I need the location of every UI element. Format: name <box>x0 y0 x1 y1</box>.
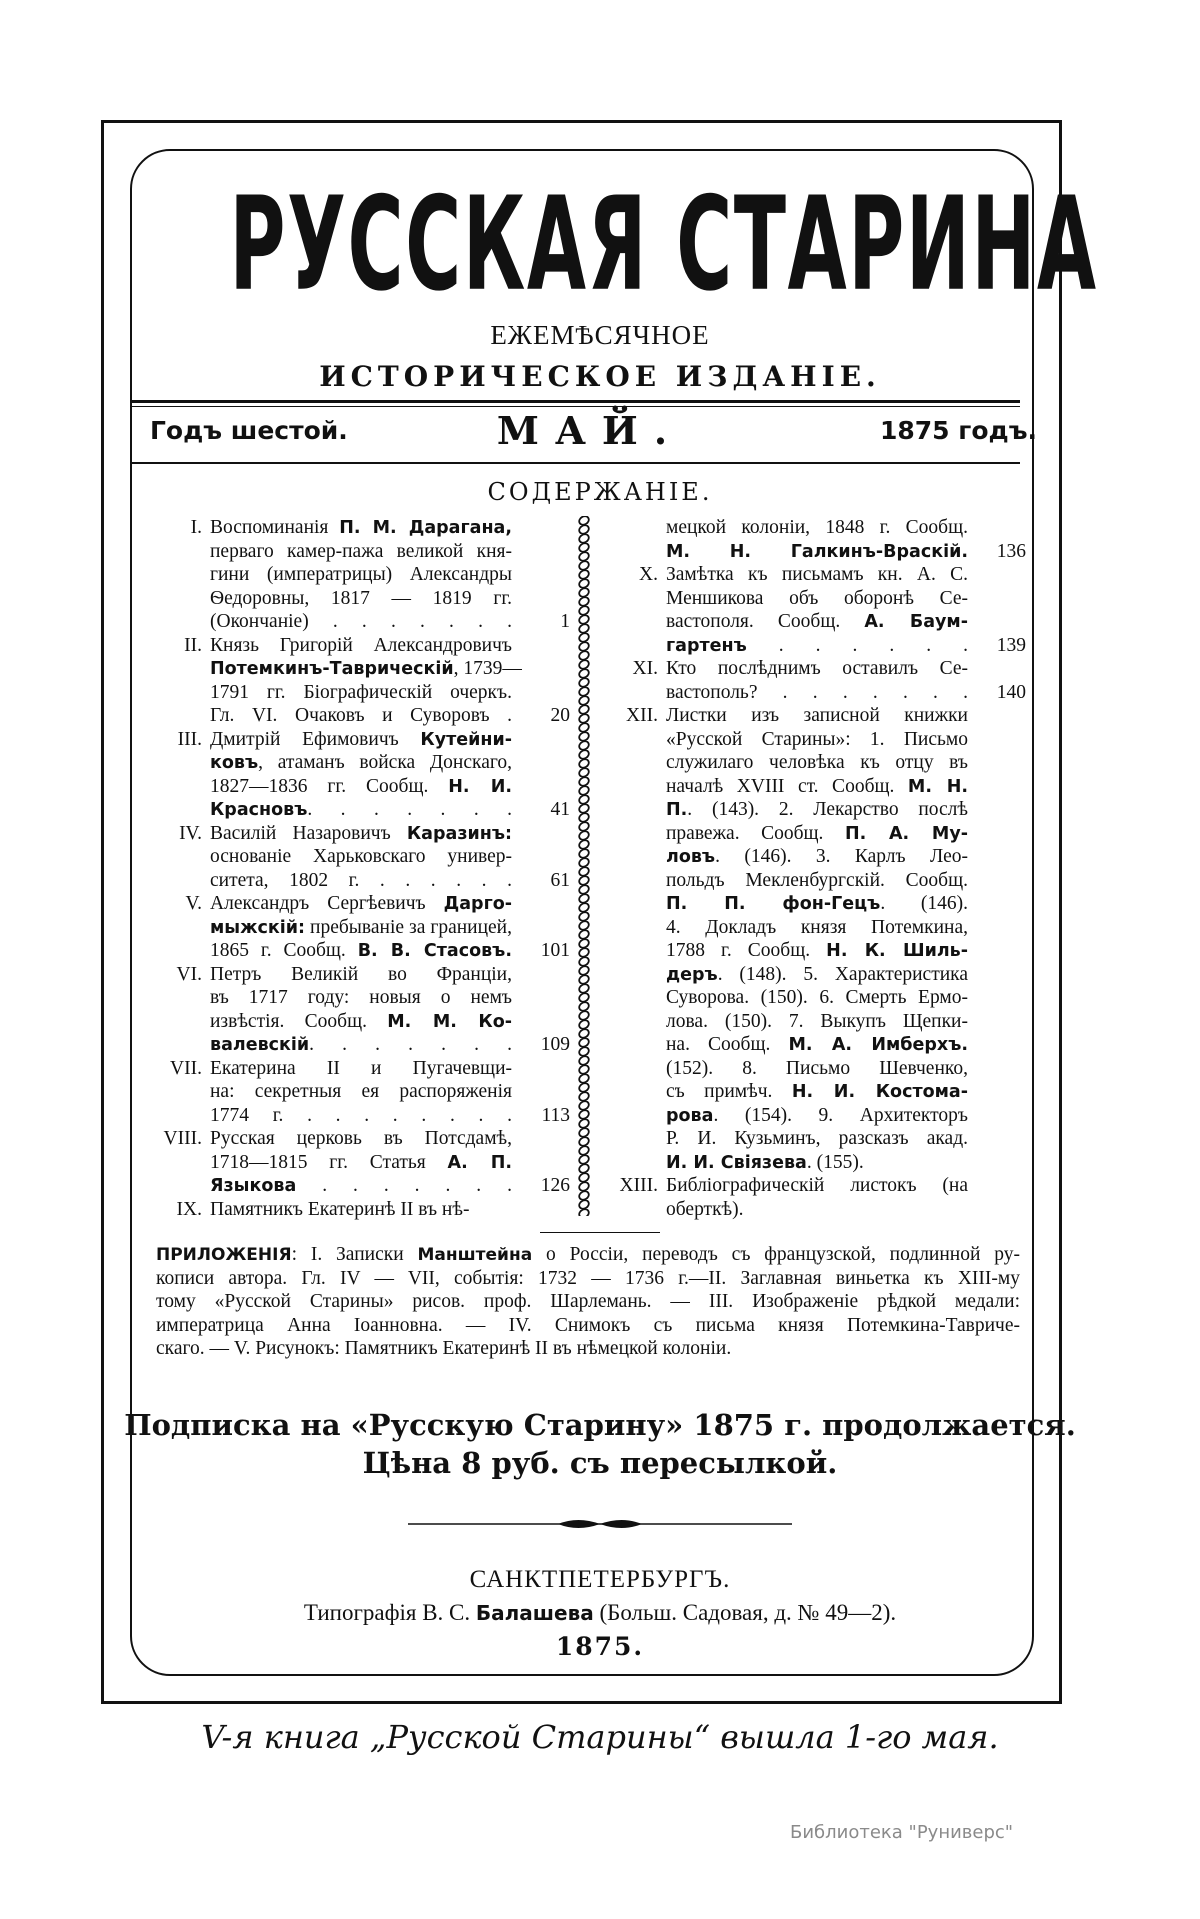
line-text: Петръ Великій во Франціи, <box>210 963 512 985</box>
author-name: Красновъ <box>210 800 308 820</box>
toc-line <box>666 728 968 752</box>
toc-line <box>666 939 968 963</box>
toc-line <box>666 1057 968 1081</box>
appendix-paragraph <box>156 1243 1020 1361</box>
line-text: о Россіи, переводъ съ французской, подлинной ру- <box>532 1244 1020 1265</box>
line-text: оберткѣ). <box>666 1198 744 1220</box>
handwritten-note: V-я книга „Русской Старины“ вышла 1-го мая. <box>201 1718 999 1756</box>
toc-line <box>210 869 512 893</box>
line-text: началѣ XVIII ст. Сообщ. <box>666 775 908 797</box>
toc-line <box>666 540 968 564</box>
author-name: Языкова <box>210 1176 297 1196</box>
toc-item-numeral: II. <box>184 634 202 656</box>
toc-item-numeral: VIII. <box>163 1128 202 1149</box>
toc-line <box>666 916 968 940</box>
toc-line <box>666 1151 968 1175</box>
toc-page-number: 41 <box>550 799 570 820</box>
toc-line <box>210 892 512 916</box>
line-text: Василій Назаровичъ <box>210 822 407 844</box>
author-name: А. П. <box>447 1152 513 1173</box>
toc-item <box>632 657 1026 704</box>
double-rule-bottom <box>130 406 1020 407</box>
toc-line <box>210 986 512 1010</box>
toc-line <box>666 986 968 1010</box>
line-text: «Русской Старины»: 1. Письмо <box>666 728 968 750</box>
month-label: МАЙ. <box>496 408 684 453</box>
line-text: Суворова. (150). 6. Смерть Ермо- <box>666 987 968 1008</box>
toc-item-numeral: XI. <box>632 658 658 679</box>
toc-item <box>190 516 570 634</box>
subtitle-historical: ИСТОРИЧЕСКОЕ ИЗДАНІЕ. <box>319 360 881 393</box>
author-name: мыжскій: <box>210 917 306 938</box>
toc-line <box>666 1198 968 1222</box>
toc-line <box>210 728 512 752</box>
line-text: 1865 г. Сообщ. <box>210 940 358 961</box>
toc-line <box>666 657 968 681</box>
toc-line <box>210 587 512 611</box>
line-text: лова. (150). 7. Выкупъ Щепки- <box>666 1010 968 1032</box>
toc-line <box>666 516 968 540</box>
line-text: , 1739— <box>453 658 522 679</box>
author-name: М. А. Имберхъ. <box>788 1035 968 1055</box>
toc-line <box>210 1127 512 1151</box>
author-name: П. М. Дарагана, <box>339 518 512 538</box>
toc-line <box>156 1290 1020 1314</box>
author-name: Потемкинъ-Таврическій <box>210 659 454 679</box>
toc-item-numeral: IX. <box>176 1198 202 1220</box>
toc-line <box>666 775 968 799</box>
toc-item <box>170 1057 570 1128</box>
toc-item <box>666 516 1026 563</box>
line-text: ситета, 1802 г. . . . . . . <box>210 869 512 891</box>
toc-line <box>210 1057 512 1081</box>
toc-title: СОДЕРЖАНІЕ. <box>487 478 713 506</box>
line-text: кописи автора. Гл. IV — VII, событія: 1732 — 1736 г.—II. Заглавная виньетка къ XIII-му <box>156 1267 1020 1289</box>
toc-line <box>666 798 968 822</box>
author-name: М. М. Ко- <box>387 1011 512 1032</box>
press-prefix: Типографія В. С. <box>303 1600 476 1625</box>
toc-item <box>184 634 570 728</box>
subtitle-monthly: ЕЖЕМѢСЯЧНОЕ <box>490 320 710 350</box>
line-text: Листки изъ записной книжки <box>666 705 968 726</box>
toc-line <box>156 1243 1020 1267</box>
line-text: . (146). <box>880 893 968 914</box>
line-text: вастополя. Сообщ. <box>666 611 865 632</box>
toc-page-number: 139 <box>996 634 1026 656</box>
line-text: 1774 г. . . . . . . . . <box>210 1104 512 1126</box>
author-name: Дарго- <box>443 894 512 914</box>
toc-line <box>210 916 512 940</box>
toc-line <box>666 1080 968 1104</box>
author-name: Н. И. <box>448 776 512 797</box>
toc-line <box>156 1267 1020 1291</box>
line-text: Кто послѣднимъ оставилъ Се- <box>666 658 968 679</box>
ornamental-rule <box>408 1516 792 1532</box>
line-text: съ примѣч. <box>666 1081 792 1102</box>
toc-line <box>210 775 512 799</box>
author-name: И. И. Свіязева <box>666 1152 807 1173</box>
toc-line <box>666 963 968 987</box>
toc-line <box>210 634 512 658</box>
line-text: . . . . . . <box>746 634 968 656</box>
line-text: Меншикова объ оборонѣ Се- <box>666 587 968 609</box>
toc-line <box>210 798 512 822</box>
toc-line <box>666 610 968 634</box>
line-text: Воспоминанія <box>210 517 340 538</box>
toc-line <box>666 1174 968 1198</box>
line-text: пребываніе за границей, <box>305 916 512 938</box>
toc-line <box>210 845 512 869</box>
line-text: . (148). 5. Характеристика <box>717 963 968 985</box>
line-text: Дмитрій Ефимовичъ <box>210 728 421 750</box>
author-name: П. П. фон-Гецъ <box>666 894 881 914</box>
toc-line <box>210 939 512 963</box>
toc-item <box>176 963 570 1057</box>
line-text: Гл. VI. Очаковъ и Суворовъ . <box>210 705 512 726</box>
toc-line <box>210 563 512 587</box>
toc-line <box>666 634 968 658</box>
toc-page-number: 140 <box>996 681 1026 703</box>
year: 1875 годъ. <box>880 416 1037 445</box>
toc-line <box>666 704 968 728</box>
line-text: служилаго человѣка къ отцу въ <box>666 752 968 773</box>
toc-page-number: 101 <box>540 940 570 961</box>
chain-divider-ornament <box>577 516 591 1216</box>
toc-line <box>210 963 512 987</box>
author-name: Н. К. Шиль- <box>826 941 968 961</box>
toc-item <box>177 728 570 822</box>
toc-line <box>210 704 512 728</box>
toc-item-numeral: XII. <box>626 705 658 726</box>
toc-line <box>666 751 968 775</box>
author-name: гартенъ <box>666 635 747 656</box>
line-text: . (155). <box>806 1151 864 1173</box>
author-name: А. Баум- <box>864 612 968 632</box>
author-name: Н. И. Костома- <box>791 1082 968 1102</box>
toc-line <box>156 1314 1020 1338</box>
line-text: . (143). 2. Лекарство послѣ <box>687 799 968 820</box>
toc-page-number: 109 <box>540 1034 570 1055</box>
toc-right-column <box>619 516 1026 1221</box>
toc-line <box>210 1033 512 1057</box>
toc-line <box>666 822 968 846</box>
line-text: . . . . . . . <box>309 1034 512 1055</box>
line-text: (152). 8. Письмо Шевченко, <box>666 1057 968 1079</box>
toc-line <box>210 1080 512 1104</box>
toc-line <box>666 587 968 611</box>
toc-line <box>210 1010 512 1034</box>
line-text: тому «Русской Старины» рисов. проф. Шарлемань. — III. Изображеніе рѣдкой медали: <box>156 1291 1020 1312</box>
line-text: извѣстія. Сообщ. <box>210 1010 388 1032</box>
line-text: . . . . . . . <box>296 1175 512 1196</box>
toc-item <box>185 892 570 963</box>
toc-line <box>666 869 968 893</box>
toc-line <box>210 822 512 846</box>
line-text: 1827—1836 гг. Сообщ. <box>210 775 449 797</box>
line-text: Ѳедоровны, 1817 — 1819 гг. <box>210 587 512 609</box>
short-rule <box>540 1232 660 1233</box>
toc-line <box>666 1127 968 1151</box>
line-text: перваго камер-пажа великой кня- <box>210 540 512 562</box>
toc-line <box>210 516 512 540</box>
line-text: 1718—1815 гг. Статья <box>210 1151 448 1173</box>
line-text: въ 1717 году: новыя о немъ <box>210 987 512 1008</box>
line-text: основаніе Харьковскаго универ- <box>210 846 512 867</box>
author-name: В. В. Стасовъ. <box>357 941 512 961</box>
author-name: Манштейна <box>417 1245 533 1265</box>
line-text: правежа. Сообщ. <box>666 822 845 844</box>
toc-item <box>179 822 570 893</box>
toc-item-numeral: VI. <box>176 963 202 985</box>
toc-line <box>666 681 968 705</box>
author-name: Каразинъ: <box>406 823 512 844</box>
toc-item-numeral: V. <box>185 893 202 914</box>
price-notice: Цѣна 8 руб. съ пересылкой. <box>362 1446 838 1480</box>
press-address: (Больш. Садовая, д. № 49—2). <box>593 1600 897 1625</box>
toc-page-number: 1 <box>560 611 570 632</box>
toc-item <box>163 1127 570 1198</box>
toc-page-number: 136 <box>996 540 1026 562</box>
author-name: М. Н. <box>907 776 969 797</box>
author-name: валевскій <box>210 1035 310 1055</box>
line-text: императрица Анна Іоанновна. — IV. Снимокъ съ письма князя Потемкина-Тавриче- <box>156 1314 1020 1336</box>
toc-item-numeral: IV. <box>179 822 202 844</box>
toc-line <box>210 610 512 634</box>
line-text: : I. Записки <box>291 1244 418 1265</box>
toc-page-number: 61 <box>550 869 570 891</box>
author-name: М. Н. Галкинъ-Враскій. <box>666 541 968 562</box>
line-text: вастополь? . . . . . . . <box>666 681 968 703</box>
double-rule-top <box>130 400 1020 403</box>
toc-line <box>156 1337 1020 1361</box>
line-text: мецкой колоніи, 1848 г. Сообщ. <box>666 517 968 538</box>
line-text: , атаманъ войска Донскаго, <box>258 752 512 773</box>
toc-item-numeral: III. <box>177 728 202 750</box>
line-text: Р. И. Кузьминъ, разсказъ акад. <box>666 1128 968 1149</box>
author-name: ПРИЛОЖЕНІЯ <box>156 1245 292 1265</box>
line-text: 4. Докладъ князя Потемкина, <box>666 916 968 938</box>
toc-page-number: 113 <box>541 1104 570 1126</box>
line-text: Памятникъ Екатеринѣ II въ нѣ- <box>210 1198 470 1220</box>
author-name: ковъ <box>210 753 259 773</box>
toc-left-column <box>163 516 570 1221</box>
toc-line <box>210 1151 512 1175</box>
toc-line <box>666 845 968 869</box>
press-name: Балашева <box>475 1601 594 1625</box>
author-name: П. <box>666 800 688 820</box>
toc-item <box>619 1174 968 1221</box>
line-text: Екатерина II и Пугачевщи- <box>210 1057 512 1079</box>
toc-item-numeral: I. <box>190 517 202 538</box>
line-text: Князь Григорій Александровичъ <box>210 634 512 656</box>
line-text: . (146). 3. Карлъ Лео- <box>715 846 968 867</box>
author-name: Кутейни- <box>420 729 512 750</box>
line-text: 1791 гг. Біографическій очеркъ. <box>210 681 512 703</box>
subscription-notice: Подписка на «Русскую Старину» 1875 г. продолжается. <box>124 1408 1076 1442</box>
line-text: скаго. — V. Рисунокъ: Памятникъ Екатеринѣ II въ нѣмецкой колоніи. <box>156 1338 732 1359</box>
toc-line <box>666 563 968 587</box>
toc-line <box>666 1033 968 1057</box>
toc-item-numeral: X. <box>639 564 658 585</box>
journal-title: РУССКАЯ СТАРИНА <box>229 170 1098 321</box>
line-text: на: секретныя ея распоряженія <box>210 1081 512 1102</box>
year-of-issue: Годъ шестой. <box>150 416 348 445</box>
author-name: рова <box>666 1105 714 1126</box>
line-text: на. Сообщ. <box>666 1034 789 1055</box>
toc-line <box>210 681 512 705</box>
imprint-press <box>0 1600 1200 1626</box>
line-text: Замѣтка къ письмамъ кн. А. С. <box>666 564 968 585</box>
toc-line <box>210 1198 512 1222</box>
line-text: . (154). 9. Архитекторъ <box>713 1104 968 1126</box>
toc-line <box>666 1104 968 1128</box>
toc-line <box>210 657 522 681</box>
toc-page-number: 126 <box>540 1175 570 1196</box>
line-text: 1788 г. Сообщ. <box>666 940 827 961</box>
author-name: ловъ <box>666 847 716 867</box>
toc-item <box>626 704 969 1174</box>
line-text: (Окончаніе) . . . . . . . <box>210 611 512 632</box>
toc-page-number: 20 <box>550 705 570 726</box>
toc-line <box>210 540 512 564</box>
library-watermark: Библиотека "Руниверс" <box>790 1822 1014 1843</box>
imprint-year: 1875. <box>555 1632 645 1661</box>
line-text: польдъ Мекленбургскій. Сообщ. <box>666 869 968 891</box>
toc-line <box>210 1104 512 1128</box>
author-name: деръ <box>666 964 718 985</box>
toc-line <box>210 1174 512 1198</box>
toc-item <box>639 563 1026 657</box>
toc-item <box>176 1198 512 1222</box>
author-name: П. А. Му- <box>844 823 968 844</box>
line-text: Библіографическій листокъ (на <box>666 1175 968 1196</box>
toc-item-numeral: VII. <box>170 1057 202 1079</box>
line-text: Александръ Сергѣевичъ <box>210 893 444 914</box>
toc-item-numeral: XIII. <box>619 1175 658 1196</box>
rule-under-month <box>130 462 1020 464</box>
toc-line <box>210 751 512 775</box>
line-text: . . . . . . . <box>307 799 512 820</box>
toc-line <box>666 892 968 916</box>
line-text: гини (императрицы) Александры <box>210 564 512 585</box>
toc-line <box>666 1010 968 1034</box>
line-text: Русская церковь въ Потсдамѣ, <box>210 1128 512 1149</box>
imprint-city: САНКТПЕТЕРБУРГЪ. <box>469 1566 731 1593</box>
